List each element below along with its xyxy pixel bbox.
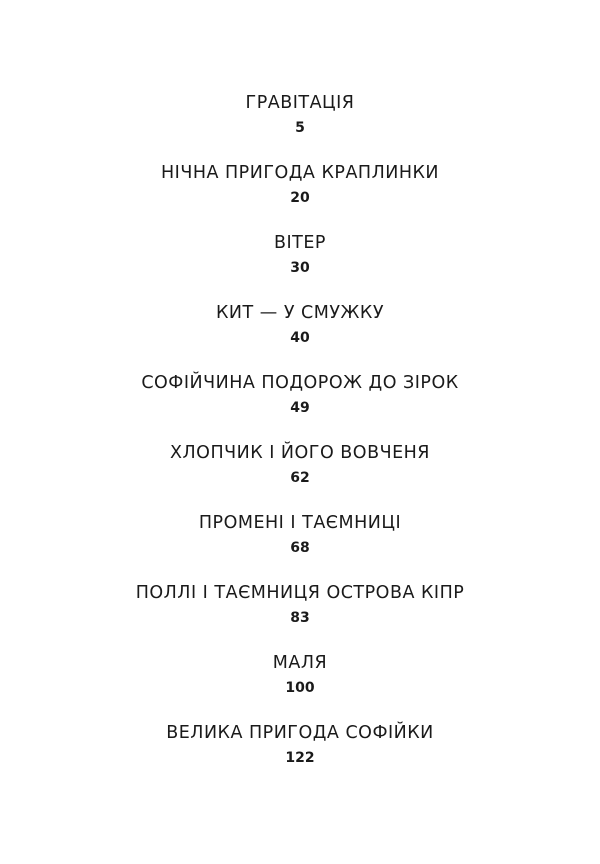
toc-entry-title: МАЛЯ — [272, 653, 328, 673]
toc-entry[interactable] — [0, 371, 600, 441]
toc-entry[interactable] — [0, 231, 600, 301]
toc-entry-title: НІЧНА ПРИГОДА КРАПЛИНКИ — [161, 163, 439, 183]
toc-entry-title: ГРАВІТАЦІЯ — [245, 93, 355, 113]
toc-entry-title: КИТ — У СМУЖКУ — [216, 303, 384, 323]
toc-entry[interactable] — [0, 441, 600, 511]
toc-entry-page-number: 49 — [290, 400, 310, 416]
table-of-contents — [0, 91, 600, 791]
toc-entry-page-number: 30 — [290, 260, 310, 276]
toc-entry[interactable] — [0, 91, 600, 161]
toc-entry-page-number: 100 — [285, 680, 315, 696]
toc-entry-page-number: 40 — [290, 330, 310, 346]
toc-entry[interactable] — [0, 651, 600, 721]
toc-entry[interactable] — [0, 161, 600, 231]
toc-entry-page-number: 122 — [285, 750, 315, 766]
toc-entry-title: ПРОМЕНІ І ТАЄМНИЦІ — [198, 513, 402, 533]
toc-entry-title: ХЛОПЧИК І ЙОГО ВОВЧЕНЯ — [170, 443, 430, 463]
toc-entry-title: ВІТЕР — [274, 233, 326, 253]
toc-entry[interactable] — [0, 581, 600, 651]
toc-entry-page-number: 5 — [295, 120, 305, 136]
toc-entry-title: СОФІЙЧИНА ПОДОРОЖ ДО ЗІРОК — [141, 373, 459, 393]
toc-entry-page-number: 62 — [290, 470, 310, 486]
toc-entry-page-number: 20 — [290, 190, 310, 206]
toc-entry-title: ПОЛЛІ І ТАЄМНИЦЯ ОСТРОВА КІПР — [135, 583, 465, 603]
toc-entry[interactable] — [0, 511, 600, 581]
toc-entry-page-number: 68 — [290, 540, 310, 556]
toc-entry-title: ВЕЛИКА ПРИГОДА СОФІЙКИ — [166, 723, 434, 743]
toc-entry-page-number: 83 — [290, 610, 310, 626]
toc-entry[interactable] — [0, 301, 600, 371]
toc-entry[interactable] — [0, 721, 600, 791]
